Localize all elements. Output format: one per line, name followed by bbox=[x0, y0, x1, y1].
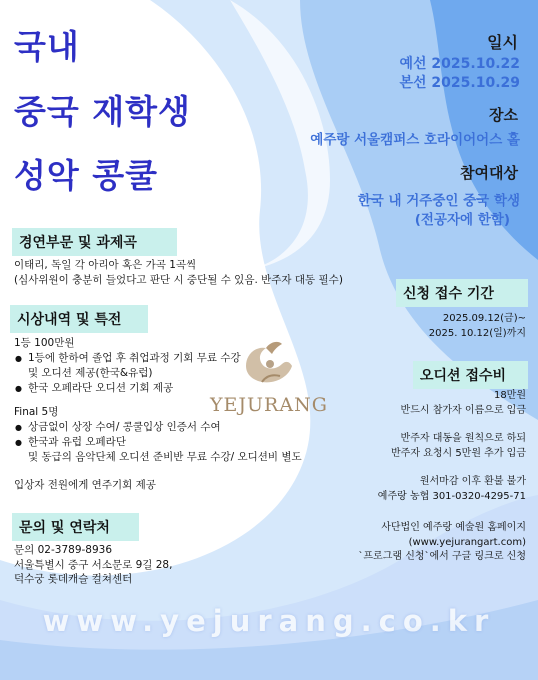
homepage-line-1: 사단법인 예주랑 예술원 홈페이지 bbox=[381, 522, 526, 533]
awards-final-bullet-1: ● 상금없이 상장 수여/ 콩쿨입상 인증서 수여 bbox=[14, 420, 334, 435]
application-line-1: 2025.09.12(금)~ bbox=[442, 313, 526, 324]
homepage-line-3: `프로그램 신청`에서 구글 링크로 신청 bbox=[358, 551, 526, 562]
competition-line-1: 이태리, 독일 각 아리아 혹은 가곡 1곡씩 bbox=[14, 259, 197, 271]
awards-first-bullet-2: ● 한국 오페라단 오디션 기회 제공 bbox=[14, 381, 314, 396]
awards-final-bullet-2-cont: 및 동급의 음악단체 오디션 준비반 무료 수강/ 오디션비 별도 bbox=[28, 451, 302, 463]
fee-line-6: 예주랑 농협 301-0320-4295-71 bbox=[377, 491, 526, 502]
schedule-final: 본선 2025.10.29 bbox=[399, 75, 520, 91]
website-watermark: www.yejurang.co.kr bbox=[42, 604, 496, 638]
fee-heading: 오디션 접수비 bbox=[413, 361, 528, 389]
application-heading: 신청 접수 기간 bbox=[396, 279, 528, 307]
contact-phone: 문의 02-3789-8936 bbox=[14, 544, 113, 556]
eligibility-heading: 참여대상 bbox=[460, 164, 518, 182]
yejurang-logo-icon bbox=[240, 338, 296, 388]
awards-first-bullet-1: ● 1등에 한하여 졸업 후 취업과정 기회 무료 수강 bbox=[14, 351, 314, 366]
fee-amount: 18만원 bbox=[493, 390, 526, 401]
fee-line-4: 반주자 요청시 5만원 추가 입금 bbox=[391, 448, 526, 459]
awards-all: 입상자 전원에게 연주기회 제공 bbox=[14, 479, 156, 491]
application-line-2: 2025. 10.12(일)까지 bbox=[428, 328, 526, 339]
venue-value: 예주랑 서울캠퍼스 호라이어어스 홀 bbox=[310, 132, 520, 148]
awards-final-title: Final 5명 bbox=[14, 406, 59, 418]
schedule-prelim: 예선 2025.10.22 bbox=[399, 56, 520, 72]
competition-heading: 경연부문 및 과제곡 bbox=[12, 228, 177, 256]
schedule-heading: 일시 bbox=[487, 33, 518, 52]
contact-address-1: 서울특별시 중구 서소문로 9길 28, bbox=[14, 559, 173, 571]
fee-line-5: 원서마감 이후 환불 불가 bbox=[419, 476, 526, 487]
awards-final-bullet-2: ● 한국과 유럽 오페라단 bbox=[14, 435, 334, 450]
venue-heading: 장소 bbox=[489, 106, 518, 124]
contact-heading: 문의 및 연락처 bbox=[12, 513, 139, 541]
fee-line-2: 반드시 참가자 이름으로 입금 bbox=[400, 405, 526, 416]
awards-first-bullet-1-cont: 및 오디션 제공(한국&유럽) bbox=[28, 367, 153, 379]
homepage-url[interactable]: (www.yejurangart.com) bbox=[408, 537, 526, 548]
title-line-3: 성악 콩쿨 bbox=[14, 156, 159, 195]
awards-final-list bbox=[14, 420, 334, 450]
eligibility-line-1: 한국 내 거주중인 중국 학생 bbox=[357, 193, 520, 209]
contact-address-2: 덕수궁 롯데캐슬 컬쳐센터 bbox=[14, 573, 133, 585]
awards-first-title: 1등 100만원 bbox=[14, 337, 75, 349]
eligibility-line-2: (전공자에 한함) bbox=[414, 212, 510, 228]
title-line-1: 국내 bbox=[14, 27, 80, 66]
yejurang-logo-text: YEJURANG bbox=[210, 394, 328, 416]
awards-heading: 시상내역 및 특전 bbox=[10, 305, 148, 333]
competition-line-2: (심사위원이 충분히 들었다고 판단 시 중단될 수 있음. 반주자 대동 필수) bbox=[14, 274, 343, 286]
title-line-2: 중국 재학생 bbox=[14, 92, 191, 131]
fee-line-3: 반주자 대동을 원칙으로 하되 bbox=[400, 433, 526, 444]
